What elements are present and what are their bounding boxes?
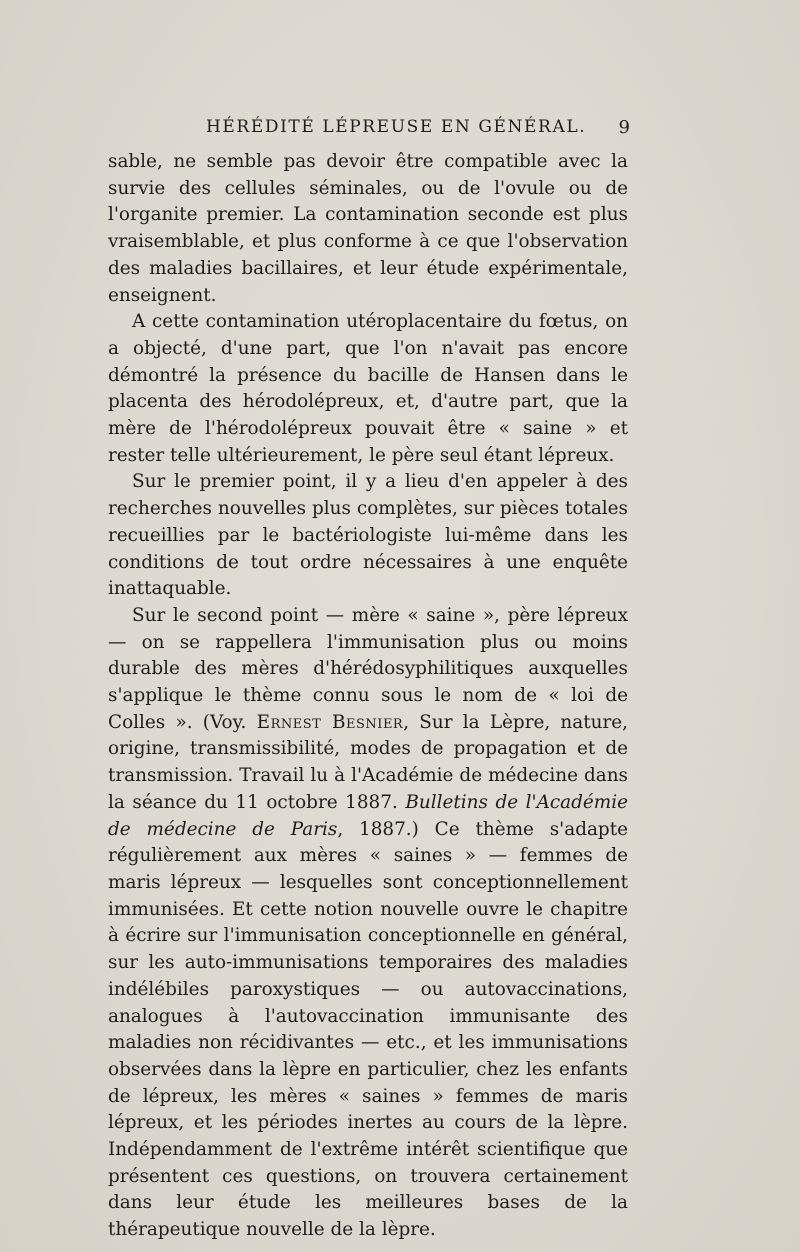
paragraph-2: A cette contamination utéroplacentaire du fœtus, on a objecté, d'une part, que l'on n'avait pas encore démontré la présence du bacille de Hansen dans le placenta des hérodolépreux, et, d'autre part, que la mère de l'hérodolépreux pouvait être « saine » et rester telle ultérieurement, le père seul étant lépreux. (108, 311, 628, 466)
paragraph-1: sable, ne semble pas devoir être compatible avec la survie des cellules séminales, ou de l'ovule ou de l'organite premier. La contamination seconde est plus vraisemblable, et plus conforme à ce que l'observation des maladies bacillaires, et leur étude expérimentale, enseignent. (108, 151, 628, 306)
author-name: Ernest Besnier (256, 711, 404, 733)
page-number: 9 (618, 117, 630, 138)
paragraph-4-text-c: , 1887.) Ce thème s'adapte régulièrement aux mères « saines » — femmes de maris lépreux — lesquelles sont conceptionnellement immunisées. Et cette notion nouvelle ouvre le chapitre à écrire sur l'immunisation conceptionnelle en général, sur les auto-immunisations temporaires des maladies indélébiles paroxystiques — ou autovaccinations, analogues à l'autovaccination immunisante des maladies non récidivantes — etc., et les immunisations observées dans la lèpre en particulier, chez les enfants de lépreux, les mères « saines » femmes de maris lépreux, et les périodes inertes au cours de la lèpre. Indépendamment de l'extrême intérêt scientifique que présentent ces questions, on trouvera certainement dans leur étude les meilleures bases de la thérapeutique nouvelle de la lèpre. (108, 818, 628, 1241)
paragraph-3: Sur le premier point, il y a lieu d'en appeler à des recherches nouvelles plus complètes, sur pièces totales recueillies par le bactériologiste lui-même dans les conditions de tout ordre nécessaires à une enquête inattaquable. (108, 471, 628, 600)
page-header (108, 113, 628, 141)
paragraph-4 (108, 603, 628, 1244)
body-text (108, 149, 628, 1244)
journal-title: Bulletins de l'Académie de médecine de Paris (108, 791, 628, 840)
running-title: HÉRÉDITÉ LÉPREUSE EN GÉNÉRAL. (206, 117, 587, 137)
paragraph-4-text-b: , Sur la Lèpre, nature, origine, transmissibilité, modes de propagation et de transmission. Travail lu à l'Académie de médecine dans la séance du 11 octobre 1887. (108, 711, 628, 813)
paragraph-4-text-a: Sur le second point — mère « saine », père lépreux — on se rappellera l'immunisation plus ou moins durable des mères d'hérédosyphilitiques auxquelles s'applique le thème connu sous le nom de « loi de Colles ». (Voy. (108, 604, 628, 733)
